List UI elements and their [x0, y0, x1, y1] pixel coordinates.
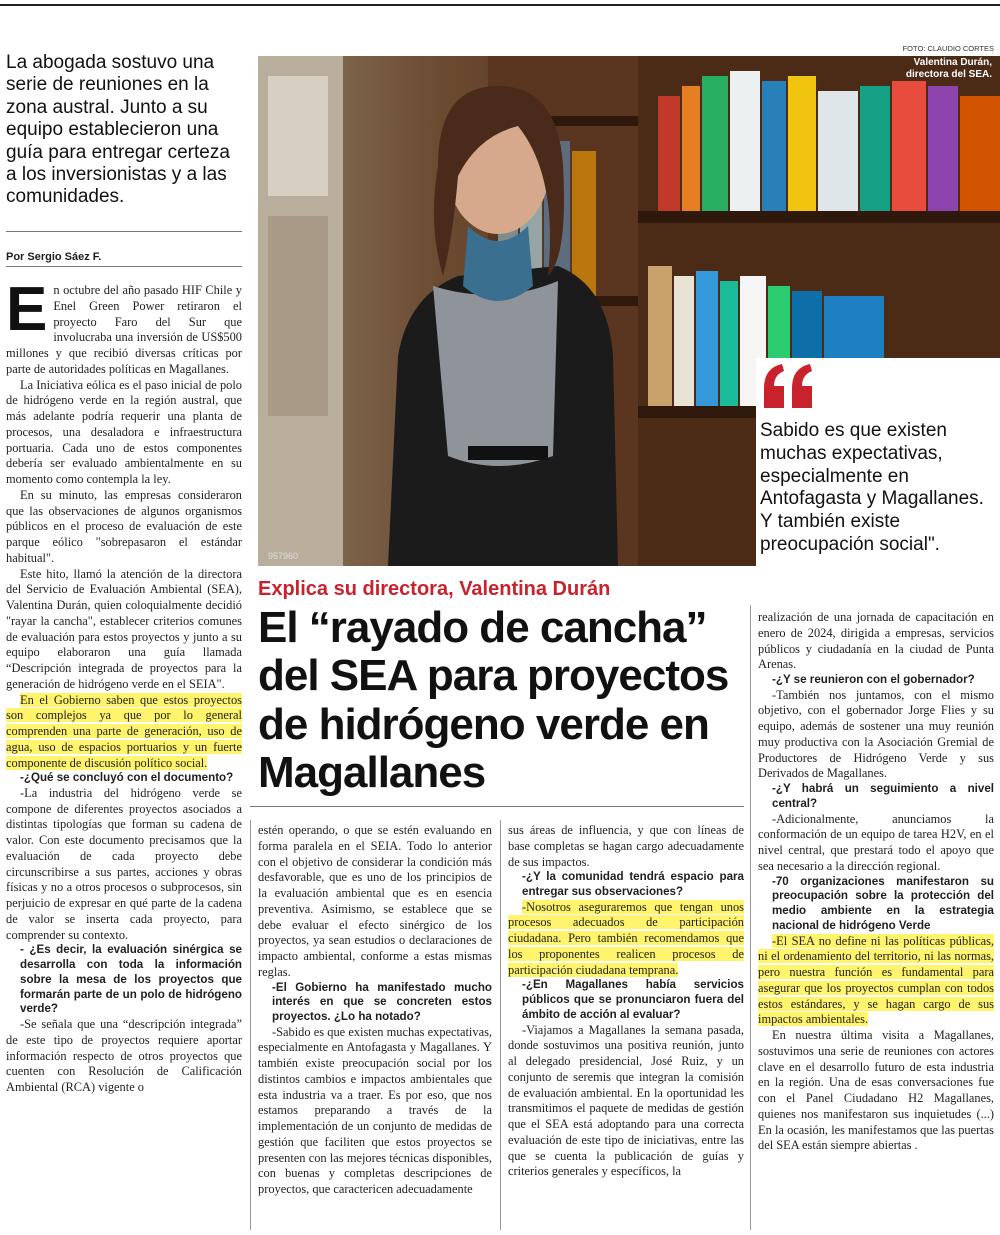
paragraph: La Iniciativa eólica es el paso inicial de polo de hidrógeno verde en la región austral, que más adelante podría requerir una planta de procesos, una desaladora e infraestructura portuaria. Cada uno de estos componentes debería ser evaluado ambientalmente en su momento como contempla la ley.: [6, 377, 242, 486]
top-rule: [0, 4, 1000, 6]
paragraph: n octubre del año pasado HIF Chile y Enel Green Power retiraron el proyecto Faro del Sur que involucraba una inversión de US$500 millones y que recibió diversas críticas por parte de autoridades políticas en Magallanes.: [6, 283, 242, 376]
highlighted-paragraph: En el Gobierno saben que estos proyectos son complejos ya que por lo general comprenden una parte de generación, uso de agua, uso de espacios portuarios y un fuerte componente de discusión político social.: [6, 692, 242, 770]
byline: Por Sergio Sáez F.: [6, 251, 102, 263]
interview-question: -¿En Magallanes había servicios públicos que se pronunciaron fuera del ámbito de acción al evaluar?: [522, 978, 744, 1021]
paragraph: -Adicionalmente, anunciamos la conformación de un equipo de tarea H2V, en el nivel central, que prestará todo el apoyo que sea necesario a la dirección regional.: [758, 811, 994, 873]
paragraph: realización de una jornada de capacitación en enero de 2024, dirigida a empresas, servicios públicos y ciudadanía en la ciudad de Punta Arenas.: [758, 610, 994, 672]
headline: El “rayado de cancha” del SEA para proyectos de hidrógeno verde en Magallanes: [258, 603, 729, 798]
paragraph: -Sabido es que existen muchas expectativas, especialmente en Antofagasta y Magallanes. Y también existe preocupación social por los distintos cambios e impactos ambientales que esta industria va a traer. Es por eso, que nos estamos preparando a través de la implementación de un conjunto de medidas de gestión que faciliten que estos proyectos se presenten con las mejores técnicas disponibles, con buenas y completas descripciones de proyectos, que caractericen adecuadamente: [258, 1024, 492, 1197]
lead-divider: [6, 231, 242, 232]
interview-question: -El Gobierno ha manifestado mucho interés en que se concreten estos proyectos. ¿Lo ha notado?: [272, 980, 492, 1023]
lead-paragraph: La abogada sostuvo una serie de reuniones en la zona austral. Junto a su equipo establecieron una guía para entregar certeza a los inversionistas y a las comunidades.: [6, 52, 230, 208]
paragraph: sus áreas de influencia, y que con líneas de base completas se hagan cargo adecuadamente de sus impactos.: [508, 823, 744, 869]
paragraph: -La industria del hidrógeno verde se compone de diferentes proyectos asociados a distintas tipologías que forman su cadena de valor. Con este documento precisamos que la evaluación de cada proyecto debe circunscribirse a sus partes, acciones y obras físicas y no a otros procesos o subprocesos, sin perjuicio de expresar en qué parte de la cadena de valor se inserta cada proyecto, para comprender su contexto.: [6, 785, 242, 942]
drop-cap: E: [6, 275, 48, 344]
paragraph: En nuestra última visita a Magallanes, sostuvimos una serie de reuniones con actores clave en el desarrollo futuro de esta industria en la región. Una de esas conversaciones fue con el Panel Ciudadano H2 Magallanes, quienes nos manifestaron sus inquietudes (...) En la ocasión, les manifestamos que las puertas del SEA están siempre abiertas .: [758, 1028, 994, 1153]
interview-question: -70 organizaciones manifestaron su preocupación sobre la protección del medio ambiente en la estrategia nacional de hidrógeno Verde: [772, 874, 994, 932]
paragraph: Este hito, llamó la atención de la directora del Servicio de Evaluación Ambiental (SEA), Valentina Durán, quien coloquialmente decidió "rayar la cancha", establecer criterios comunes de evaluación para estos proyectos y junto a su equipo elaboraron una guía llamada “Descripción integrada de proyectos para la generación de hidrógeno verde en el SEIA".: [6, 566, 242, 691]
interview-question: - ¿Es decir, la evaluación sinérgica se desarrolla con toda la información sobre la mesa de los proyectos que formarán parte de un polo de hidrógeno verde?: [20, 943, 242, 1016]
interview-question: -¿Y habrá un seguimiento a nivel central?: [772, 782, 994, 810]
interview-question: -¿Y la comunidad tendrá espacio para entregar sus observaciones?: [522, 870, 744, 898]
article-column-3: [508, 823, 744, 1180]
highlighted-paragraph: -Nosotros aseguraremos que tengan unos procesos adecuados de participación ciudadana. Pero también recomendamos que los proponentes realicen procesos de participación ciudadana temprana.: [508, 899, 744, 977]
photo-caption: Valentina Durán, directora del SEA.: [905, 57, 992, 80]
headline-divider: [250, 806, 744, 807]
paragraph: -También nos juntamos, con el mismo objetivo, con el gobernador Jorge Flies y su equipo, además de sostener una muy reunión muy productiva con la Asociación Gremial de Productores de Hidrógeno Verde y sus Derivados de Magallanes.: [758, 687, 994, 781]
column-divider: [250, 820, 251, 1230]
article-column-4: [758, 610, 994, 1154]
paragraph: -Se señala que una “descripción integrada” de este tipo de proyectos requiere aportar información respecto de otros proyectos que cuenten con Resolución de Calificación Ambiental (RCA) vigente o: [6, 1017, 242, 1095]
photo-number: 957960: [268, 551, 299, 561]
article-column-2: [258, 823, 492, 1198]
byline-divider: [6, 266, 242, 267]
photo-credit: FOTO: CLAUDIO CORTES: [902, 44, 994, 53]
column-divider: [750, 605, 751, 1230]
interview-question: -¿Qué se concluyó con el documento?: [20, 771, 234, 785]
kicker: Explica su directora, Valentina Durán: [258, 578, 611, 600]
column-divider: [500, 820, 501, 1230]
highlighted-paragraph: -El SEA no define ni las políticas públicas, ni el ordenamiento del territorio, ni las normas, pero nuestra función es fundamental para asegurar que los proyectos cumplan con todos estos estándares, y se hagan cargo de sus impactos ambientales.: [758, 933, 994, 1027]
quote-mark-icon: [760, 362, 816, 410]
pull-quote: Sabido es que existen muchas expectativas, especialmente en Antofagasta y Magallanes. Y también existe preocupación social".: [760, 420, 984, 555]
paragraph: En su minuto, las empresas consideraron que las observaciones de algunos organismos públicos en el proceso de evaluación de este parque eólico "sobrepasaron el estándar habitual".: [6, 487, 242, 565]
paragraph: estén operando, o que se estén evaluando en forma paralela en el SEIA. Todo lo anterior con el objetivo de considerar la condición más desfavorable, que es uno de los principios de la evaluación ambiental que es en esencia preventiva. Asimismo, se establece que se debe evaluar el efecto sinérgico de los proyectos, ya sean estudios o declaraciones de impacto ambiental, conforme a estas mismas reglas.: [258, 823, 492, 979]
article-column-1: [6, 275, 242, 1096]
interview-question: -¿Y se reunieron con el gobernador?: [772, 673, 975, 686]
paragraph: -Viajamos a Magallanes la semana pasada, donde sostuvimos una positiva reunión, junto al delegado presidencial, José Ruiz, y un conjunto de seremis que integran la comisión de evaluación ambiental. En la oportunidad les transmitimos el paquete de medidas de gestión que el SEA está adoptando para una correcta evaluación de este tipo de iniciativas, entre las que se cuenta la publicación de guías y criterios generales y específicos, la: [508, 1022, 744, 1179]
